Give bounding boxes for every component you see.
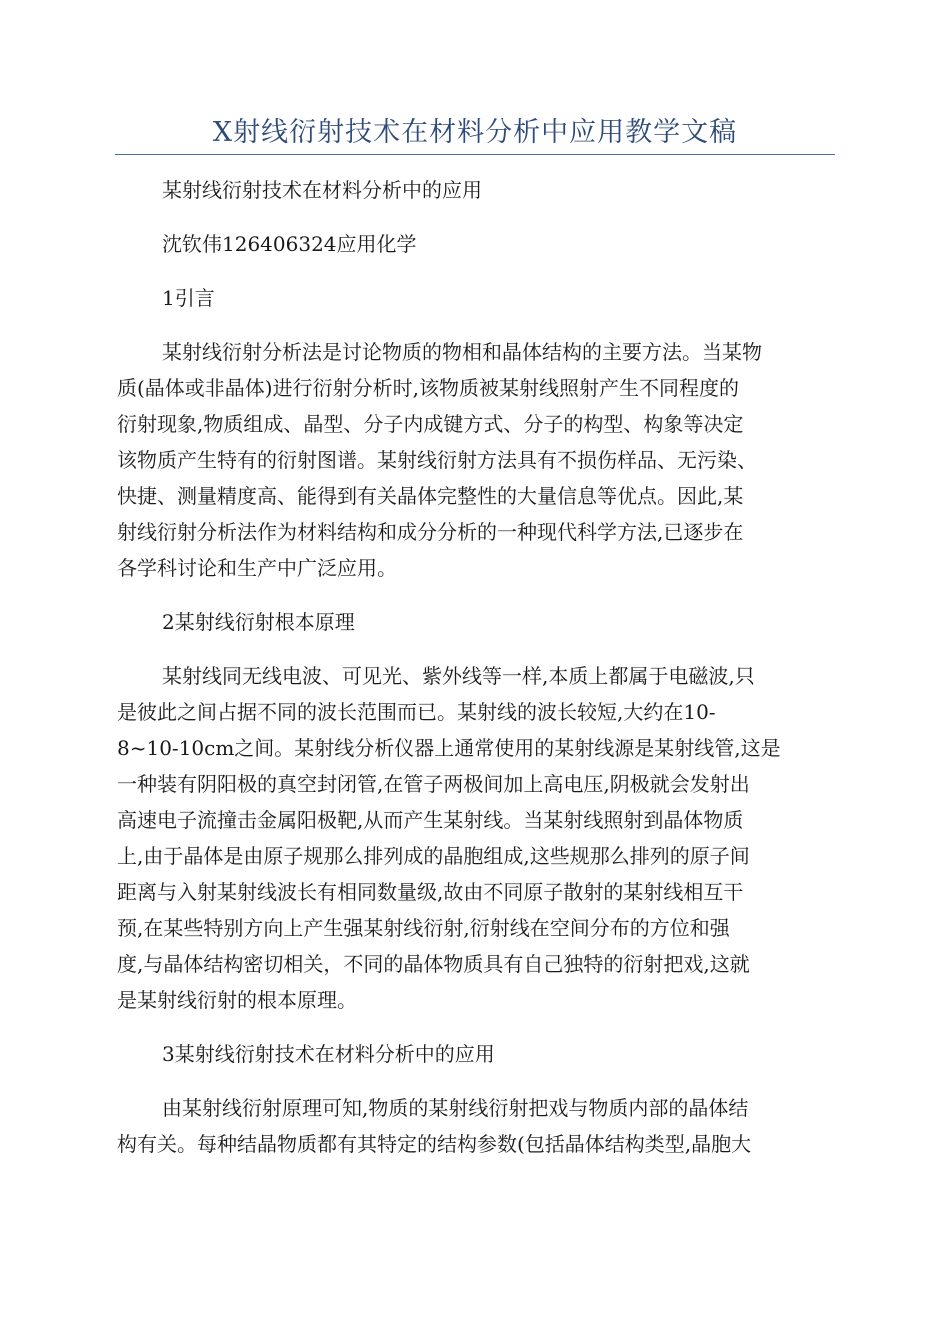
text-line: 度,与晶体结构密切相关，不同的晶体物质具有自己独特的衍射把戏,这就 bbox=[117, 952, 750, 976]
text-line: 各学科讨论和生产中广泛应用。 bbox=[117, 556, 397, 580]
text-line: 某射线同无线电波、可见光、紫外线等一样,本质上都属于电磁波,只 bbox=[162, 664, 755, 688]
paragraph-principle bbox=[117, 658, 833, 1018]
document-body bbox=[117, 172, 833, 1180]
text-line: 该物质产生特有的衍射图谱。某射线衍射方法具有不损伤样品、无污染、 bbox=[117, 448, 757, 472]
text-line: 某射线衍射分析法是讨论物质的物相和晶体结构的主要方法。当某物 bbox=[162, 340, 762, 364]
title-underline bbox=[115, 154, 835, 155]
text-line: 快捷、测量精度高、能得到有关晶体完整性的大量信息等优点。因此,某 bbox=[117, 484, 744, 508]
text-line: 构有关。每种结晶物质都有其特定的结构参数(包括晶体结构类型,晶胞大 bbox=[117, 1132, 752, 1156]
text-line: 2某射线衍射根本原理 bbox=[162, 610, 355, 634]
text-line: 质(晶体或非晶体)进行衍射分析时,该物质被某射线照射产生不同程度的 bbox=[117, 376, 739, 400]
paragraph-application bbox=[117, 1090, 833, 1162]
section-heading-application bbox=[117, 1036, 833, 1072]
section-heading-introduction bbox=[117, 280, 833, 316]
text-line: 1引言 bbox=[162, 286, 215, 310]
text-line: 8~10-10cm之间。某射线分析仪器上通常使用的某射线源是某射线管,这是 bbox=[117, 736, 781, 760]
paragraph-introduction bbox=[117, 334, 833, 586]
text-line: 沈钦伟126406324应用化学 bbox=[162, 232, 417, 256]
text-line: 某射线衍射技术在材料分析中的应用 bbox=[162, 178, 482, 202]
text-line: 距离与入射某射线波长有相同数量级,故由不同原子散射的某射线相互干 bbox=[117, 880, 744, 904]
text-line: 上,由于晶体是由原子规那么排列成的晶胞组成,这些规那么排列的原子间 bbox=[117, 844, 750, 868]
text-line: 衍射现象,物质组成、晶型、分子内成键方式、分子的构型、构象等决定 bbox=[117, 412, 744, 436]
text-line: 高速电子流撞击金属阳极靶,从而产生某射线。当某射线照射到晶体物质 bbox=[117, 808, 744, 832]
text-line: 由某射线衍射原理可知,物质的某射线衍射把戏与物质内部的晶体结 bbox=[162, 1096, 749, 1120]
author-line bbox=[117, 226, 833, 262]
text-line: 是彼此之间占据不同的波长范围而已。某射线的波长较短,大约在10- bbox=[117, 700, 716, 724]
text-line: 3某射线衍射技术在材料分析中的应用 bbox=[162, 1042, 495, 1066]
document-title: X射线衍射技术在材料分析中应用教学文稿 bbox=[212, 117, 738, 148]
text-line: 一种装有阴阳极的真空封闭管,在管子两极间加上高电压,阴极就会发射出 bbox=[117, 772, 750, 796]
text-line: 预,在某些特别方向上产生强某射线衍射,衍射线在空间分布的方位和强 bbox=[117, 916, 730, 940]
text-line: 射线衍射分析法作为材料结构和成分分析的一种现代科学方法,已逐步在 bbox=[117, 520, 744, 544]
section-heading-principle bbox=[117, 604, 833, 640]
paper-title-line bbox=[117, 172, 833, 208]
text-line: 是某射线衍射的根本原理。 bbox=[117, 988, 357, 1012]
